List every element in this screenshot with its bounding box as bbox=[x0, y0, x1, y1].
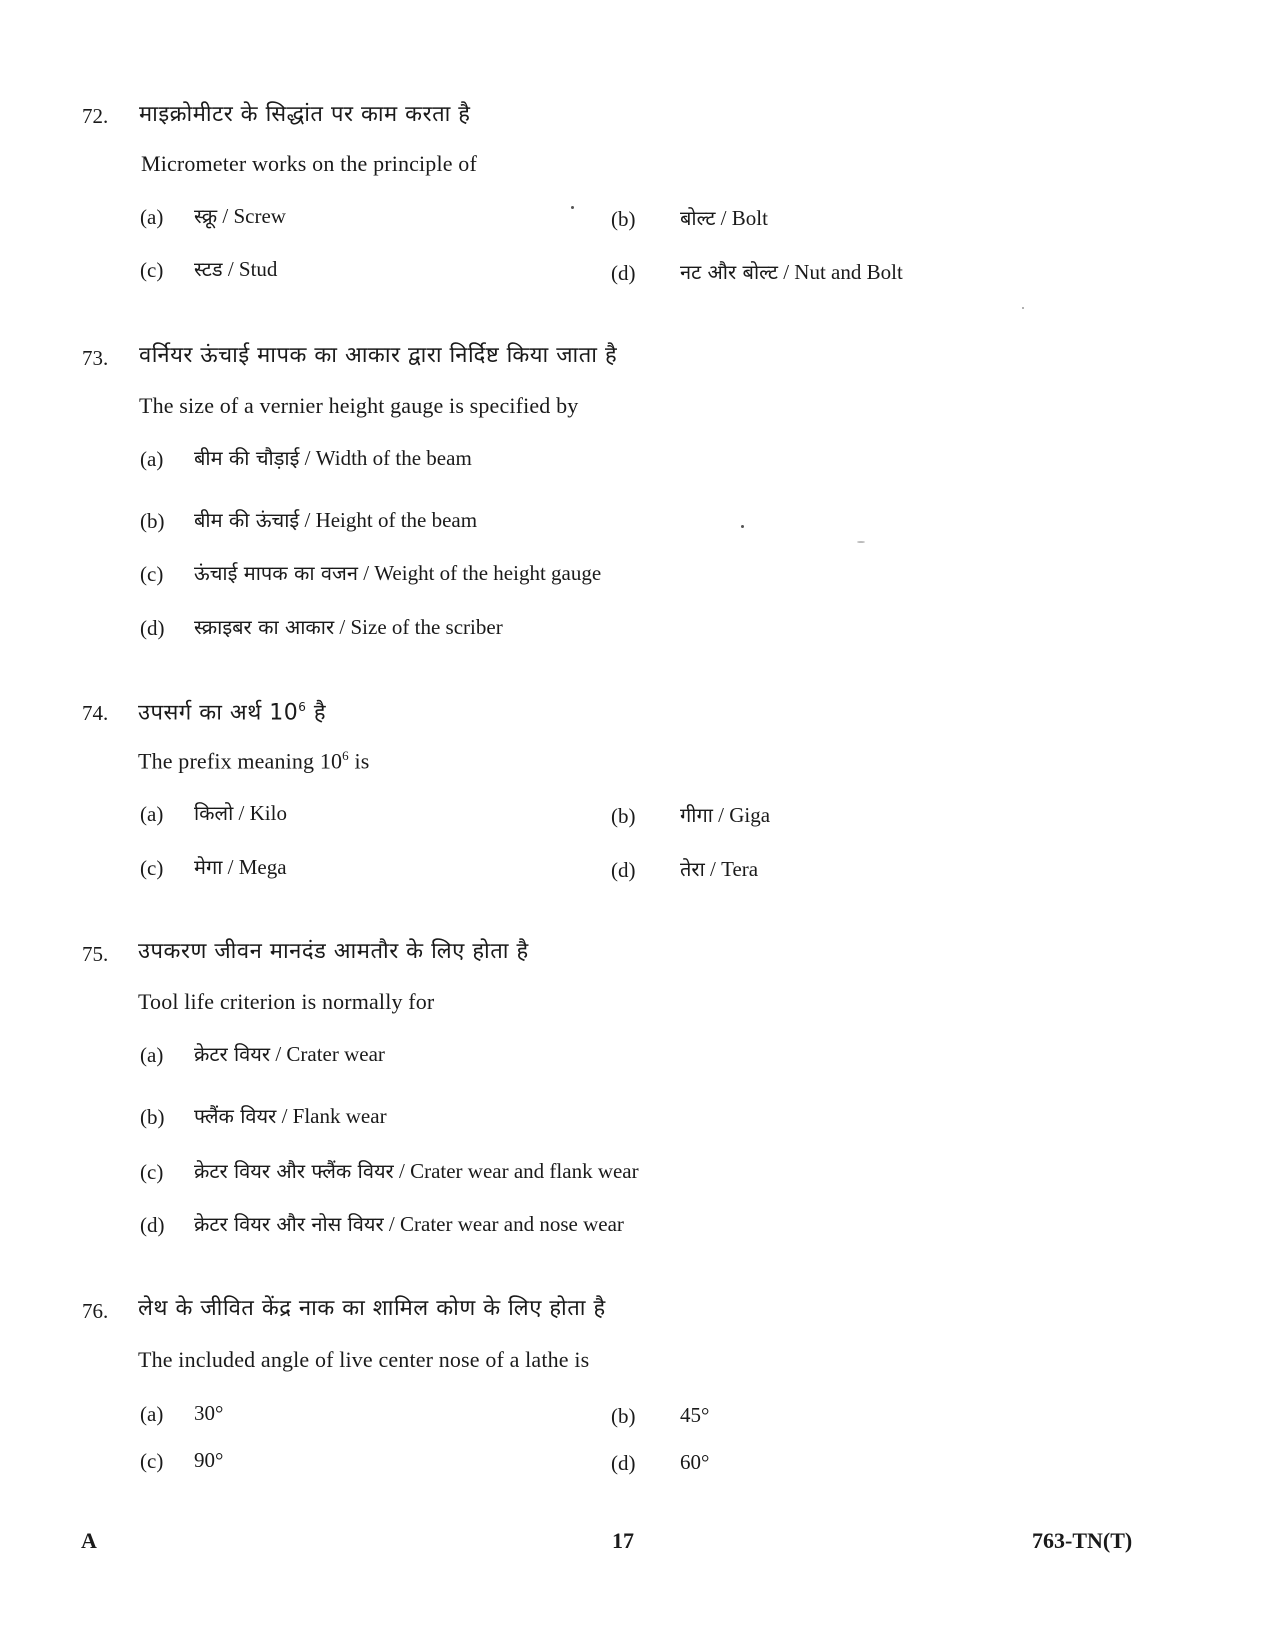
option-label: (b) bbox=[611, 804, 636, 828]
question-text-hindi: उपसर्ग का अर्थ $10^6$ है bbox=[138, 700, 327, 726]
option-label: (a) bbox=[140, 447, 164, 471]
page-number: 17 bbox=[612, 1528, 634, 1553]
question-text-english: The prefix meaning $10^6$ is bbox=[138, 748, 370, 774]
option-text: स्क्राइबर का आकार / Size of the scriber bbox=[194, 615, 503, 639]
option-text: 30° bbox=[194, 1401, 224, 1425]
question-number: 76. bbox=[82, 1299, 109, 1323]
option-label: (a) bbox=[140, 205, 164, 229]
question-number: 73. bbox=[82, 346, 109, 370]
option-label: (c) bbox=[140, 1160, 164, 1184]
option-text: 60° bbox=[680, 1450, 710, 1474]
option-text: 45° bbox=[680, 1403, 710, 1427]
question-number: 75. bbox=[82, 942, 109, 966]
question-text-hindi: माइक्रोमीटर के सिद्धांत पर काम करता है bbox=[139, 102, 471, 127]
option-label: (c) bbox=[140, 856, 164, 880]
option-label: (c) bbox=[140, 562, 164, 586]
question-text-hindi: वर्नियर ऊंचाई मापक का आकार द्वारा निर्दिष्ट किया जाता है bbox=[139, 343, 618, 368]
option-text: क्रेटर वियर / Crater wear bbox=[194, 1042, 385, 1066]
question-number: 72. bbox=[82, 104, 109, 128]
option-label: (d) bbox=[611, 261, 636, 285]
option-label: (d) bbox=[140, 616, 165, 640]
option-text: किलो / Kilo bbox=[194, 801, 287, 825]
option-text: स्टड / Stud bbox=[194, 257, 278, 281]
option-text: गीगा / Giga bbox=[680, 803, 771, 827]
option-text: बीम की चौड़ाई / Width of the beam bbox=[194, 446, 472, 470]
option-label: (a) bbox=[140, 1402, 164, 1426]
option-text: स्क्रू / Screw bbox=[194, 204, 286, 228]
option-text: तेरा / Tera bbox=[680, 857, 759, 881]
question-number: 74. bbox=[82, 701, 109, 725]
option-label: (b) bbox=[611, 1404, 636, 1428]
option-text: 90° bbox=[194, 1448, 224, 1472]
option-label: (c) bbox=[140, 258, 164, 282]
paper-code: 763-TN(T) bbox=[1032, 1528, 1133, 1553]
question-text-english: The size of a vernier height gauge is specified by bbox=[139, 393, 579, 418]
option-text: क्रेटर वियर और नोस वियर / Crater wear and nose wear bbox=[194, 1212, 624, 1236]
scan-speck bbox=[857, 541, 865, 543]
option-label: (a) bbox=[140, 1043, 164, 1067]
option-text: फ्लैंक वियर / Flank wear bbox=[194, 1104, 387, 1128]
question-text-english: Micrometer works on the principle of bbox=[141, 151, 477, 176]
option-text: नट और बोल्ट / Nut and Bolt bbox=[680, 260, 903, 284]
series-letter: A bbox=[81, 1528, 97, 1553]
option-label: (a) bbox=[140, 802, 164, 826]
question-text-english: Tool life criterion is normally for bbox=[138, 989, 435, 1014]
option-label: (d) bbox=[140, 1213, 165, 1237]
option-label: (b) bbox=[140, 1105, 165, 1129]
scan-speck bbox=[571, 206, 574, 209]
option-label: (d) bbox=[611, 858, 636, 882]
option-label: (b) bbox=[611, 207, 636, 231]
question-text-english: The included angle of live center nose of a lathe is bbox=[138, 1347, 590, 1372]
scan-speck bbox=[741, 525, 744, 528]
question-text-hindi: लेथ के जीवित केंद्र नाक का शामिल कोण के लिए होता है bbox=[138, 1296, 606, 1321]
scan-speck bbox=[1022, 307, 1024, 309]
option-text: बीम की ऊंचाई / Height of the beam bbox=[194, 508, 478, 532]
option-label: (d) bbox=[611, 1451, 636, 1475]
question-text-hindi: उपकरण जीवन मानदंड आमतौर के लिए होता है bbox=[138, 939, 529, 964]
option-text: मेगा / Mega bbox=[194, 855, 287, 879]
option-label: (c) bbox=[140, 1449, 164, 1473]
option-text: ऊंचाई मापक का वजन / Weight of the height gauge bbox=[194, 561, 602, 585]
option-label: (b) bbox=[140, 509, 165, 533]
option-text: बोल्ट / Bolt bbox=[680, 206, 768, 230]
option-text: क्रेटर वियर और फ्लैंक वियर / Crater wear and flank wear bbox=[194, 1159, 639, 1183]
